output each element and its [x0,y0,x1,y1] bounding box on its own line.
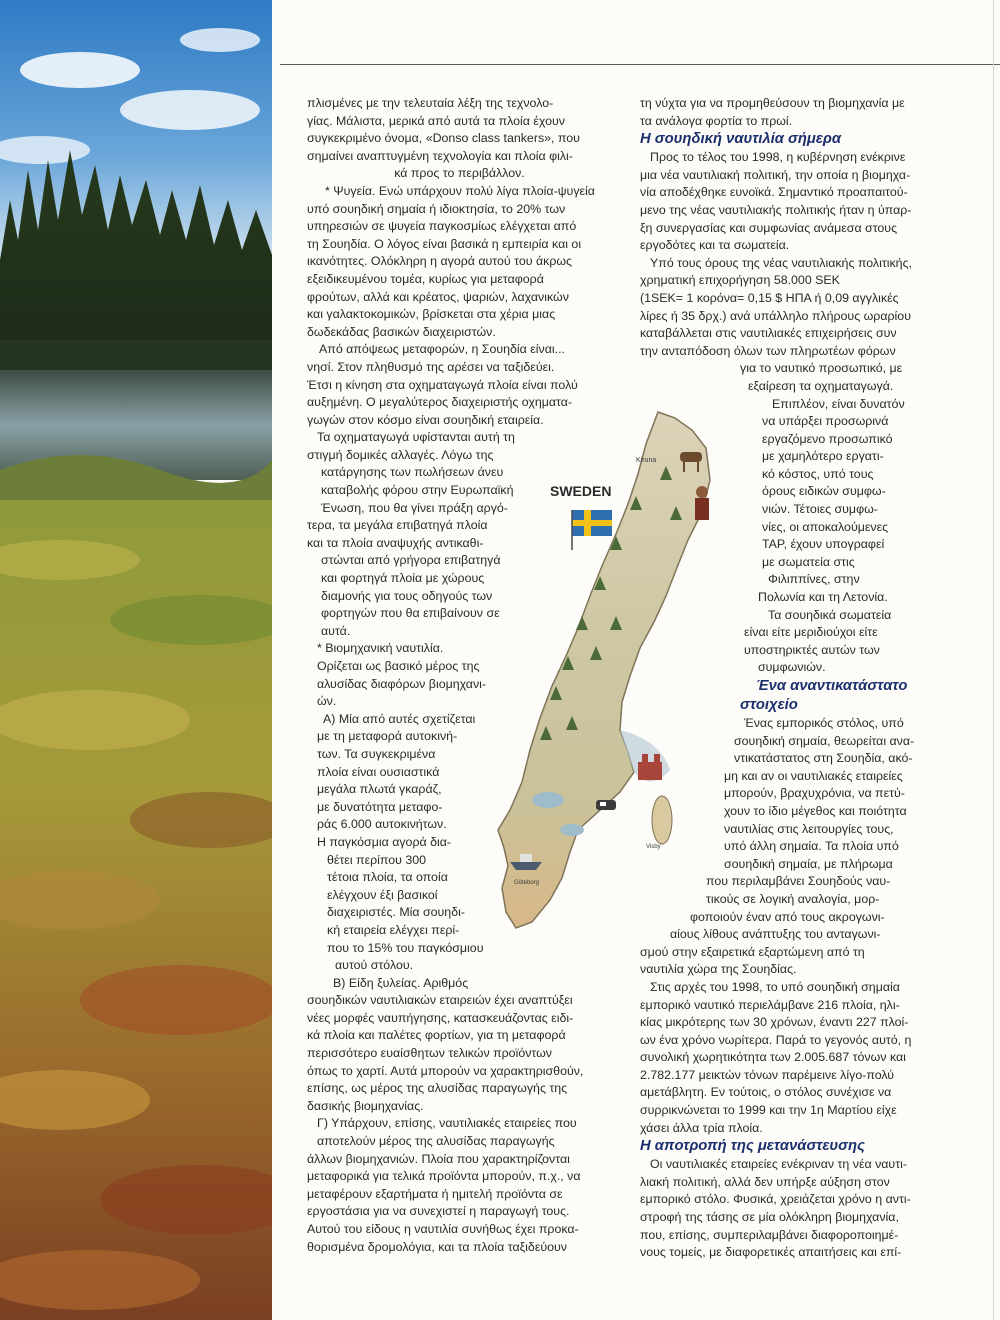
text-line: αποτελούν μέρος της αλυσίδας παραγωγής [317,1134,555,1149]
text-line: όρους ειδικών συμφω- [762,484,886,499]
text-line: * Ψυγεία. Ενώ υπάρχουν πολύ λίγα πλοία-ψυγεία [325,183,595,198]
text-line: γίας. Μάλιστα, μερικά από αυτά τα πλοία έχουν [307,113,565,128]
text-line: Η παγκόσμια αγορά δια- [317,834,452,849]
text-line: ικανότητες. Ολόκληρη η αγορά αυτού του άκρως [307,254,573,269]
text-line: νησί. Στον πληθυσμό της αρέσει να ταξιδεύει. [307,359,555,374]
text-line: συγκεκριμένο όνομα, «Donso class tankers», που [307,131,580,146]
text-line: Ένωση, που θα γίνει πράξη αργό- [321,500,508,515]
text-line: με σωματεία στις [762,554,855,569]
text-line: γωγών στον κόσμο είναι σουηδική εταιρεία. [307,412,544,427]
text-line: μια νέα ναυτιλιακή πολιτική, την οποία η βιομηχα- [640,167,911,182]
header-rule [280,64,1000,65]
text-line: με δυνατότητα μεταφο- [317,799,443,814]
text-line: ελέγχουν έξι βασικοί [327,887,438,902]
text-line: πλοία είναι ουσιαστικά [317,764,440,779]
text-line: φρούτων, αλλά και κρέατος, ψαριών, λαχανικών [307,289,569,304]
text-line: εμπορικό ναυτικό περιελάμβανε 216 πλοία, ηλι- [640,997,900,1012]
text-line: τη νύχτα για να προμηθεύσουν τη βιομηχανία με [640,96,905,110]
text-line: καταβάλλεται στις ναυτιλιακές επιχειρήσεις συν [640,326,897,341]
text-line: εμπορικό στόλο. Φυσικά, χρειάζεται χρόνο η αντι- [640,1192,911,1207]
text-line: διαχειριστές. Μία σουηδι- [327,905,465,920]
text-line: νιών. Τέτοιες συμφω- [762,502,878,517]
text-line: που, επίσης, συμπεριλαμβάνει διαφοροποιημέ- [640,1227,899,1242]
text-line: Γ) Υπάρχουν, επίσης, ναυτιλιακές εταιρείες που [317,1116,577,1131]
text-line: Έτσι η κίνηση στα οχηματαγωγά πλοία είναι πολύ [307,377,578,392]
text-line: τέτοια πλοία, τα οποία [327,870,448,885]
section-heading: Ένα αναντικατάστατο [756,678,908,694]
text-line: την ανταπόδοση όλων των πληρωτέων φόρων [640,343,896,358]
text-line: τερα, τα μεγάλα επιβατηγά πλοία [307,518,488,533]
text-line: τικούς σε λογική αναλογία, μορ- [706,891,880,906]
text-line: TAP, έχουν υπογραφεί [762,537,885,552]
text-line: και φορτηγά πλοία με χώρους [321,571,485,586]
text-line: Στις αρχές του 1998, το υπό σουηδική σημαία [650,979,900,994]
text-line: εργαζόμενο προσωπικό [762,431,893,446]
text-line: διαμονής για τους οδηγούς των [321,588,493,603]
text-line: χουν το ίδιο μέγεθος και ποιότητα [724,803,907,818]
text-line: μη και αν οι ναυτιλιακές εταιρείες [724,768,903,783]
text-line: λίρες ή 35 δρχ.) ανά υπάλληλο πλήρους ωραρίου [640,308,911,323]
text-line: υποστηρικτές αυτών των [744,642,880,657]
text-line: ναυτιλία χώρα της Σουηδίας. [640,962,797,977]
text-line: στώνται από γρήγορα επιβατηγά [321,553,501,568]
text-line: αμετάβλητη. Εν τούτοις, ο στόλος συνέχισε να [640,1085,892,1100]
text-line: μπορούν, βραχυχρόνια, να πετύ- [724,786,905,801]
text-line: ξη συνεργασίας και συμφωνίας ανάμεσα στους [640,220,898,235]
section-heading: Η σουηδική ναυτιλία σήμερα [640,131,842,148]
text-line: εξαίρεση τα οχηματαγωγά. [748,378,894,393]
text-line: μεταφορικά για τελικά προϊόντα μπορούν, π.χ., να [307,1169,581,1184]
text-line: κό κόστος, υπό τους [762,466,874,481]
text-line: για το ναυτικό προσωπικό, με [740,361,903,376]
text-line: και τα πλοία αναψυχής αντικαθι- [307,535,484,550]
text-line: Ορίζεται ως βασικό μέρος της [317,659,480,673]
text-line: ντικατάστατος στη Σουηδία, ακό- [734,751,913,766]
text-line: τη Σουηδία. Ο λόγος είναι βασικά η εμπειρία και οι [307,236,582,251]
text-line: και γαλακτοκομικών, βρίσκεται στα χέρια μιας [307,307,556,322]
text-line: ράς 6.000 αυτοκινήτων. [317,817,447,832]
text-line: Επιπλέον, είναι δυνατόν [772,396,905,411]
text-line: Τα σουηδικά σωματεία [768,607,892,622]
text-line: φορτηγών που θα επιβαίνουν σε [321,606,500,621]
page-edge [993,0,994,1320]
text-line: νους τομείς, με διαφορετικές απαιτήσεις και επί- [640,1245,902,1260]
text-line: Οι ναυτιλιακές εταιρείες ενέκριναν τη νέα ναυτι- [650,1157,907,1172]
text-line: Προς το τέλος του 1998, η κυβέρνηση ενέκρινε [650,150,906,165]
text-line: Β) Είδη ξυλείας. Αριθμός [333,975,469,990]
text-line: συμφωνιών. [758,660,826,675]
section-heading: Η αποτροπή της μετανάστευσης [640,1138,865,1155]
text-line: Φιλιππίνες, στην [768,572,860,587]
text-line: Ένας εμπορικός στόλος, υπό [744,716,904,730]
text-line: είναι είτε μεριδιούχοι είτε [744,625,878,640]
text-line: Από απόψεως μεταφορών, η Σουηδία είναι... [319,342,565,357]
text-line: με χαμηλότερο εργατι- [762,449,884,464]
text-line: να υπάρξει προσωρινά [762,414,889,429]
text-line: που το 15% του παγκόσμιου [327,940,484,955]
text-line: υπό σουηδική σημαία ή ιδιοκτησία, το 20% των [307,201,566,216]
text-line: υπηρεσιών σε ψυγεία παγκοσμίως ελέγχεται από [307,219,577,234]
text-line: εξειδικευμένου τομέα, κυρίως για μεταφορά [307,271,544,286]
text-line: σημαίνει αναπτυγμένη τεχνολογία και πλοία φιλι- [307,148,573,163]
text-line: επίσης, ως μέρος της αλυσίδας παραγωγής της [307,1081,568,1096]
text-line: καταβολής φόρου στην Ευρωπαϊκή [321,483,514,498]
text-line: δασικής βιομηχανίας. [307,1098,424,1113]
text-line: φοποιούν έναν από τους ακρογωνι- [690,909,885,924]
text-line: χρηματική επιχορήγηση 58.000 SEK [640,273,840,288]
text-line: αυτού στόλου. [335,958,414,973]
text-line: θορισμένα δρομολόγια, και τα πλοία ταξιδεύουν [307,1239,567,1254]
text-line: σουηδικών ναυτιλιακών εταιρειών έχει αναπτύξει [307,993,573,1008]
text-line: μεταφέρουν εξαρτήματα ή ημιτελή προϊόντα σε [307,1186,563,1201]
city-label: Visby [646,844,661,850]
text-line: (1SEK= 1 κορόνα= 0,15 $ ΗΠΑ ή 0,09 αγγλικές [640,290,899,305]
text-line: σμού στην εξαιρετικά εξαρτώμενη από τη [640,944,865,959]
text-line: χάσει άλλα τρία πλοία. [640,1120,763,1135]
text-line: Αυτού του είδους η ναυτιλία συνήθως έχει προκα- [307,1222,579,1236]
text-line: όπως το χαρτί. Αυτά μπορούν να χαρακτηρισθούν, [307,1063,584,1078]
person-figure-icon [695,486,709,520]
cow-icon [596,800,616,810]
text-line: * Βιομηχανική ναυτιλία. [317,641,444,656]
text-line: μενο της νέας ναυτιλιακής πολιτικής ήταν η ύπαρ- [640,202,912,217]
text-line: στιγμή δομικές αλλαγές. Λόγω της [307,447,494,462]
text-line: ναυτιλίας στις λειτουργίες τους, [724,821,894,836]
text-line: κά προς το περιβάλλον. [394,166,525,181]
text-line: αυξημένη. Ο μεγαλύτερος διαχειριστής οχηματα- [307,395,573,410]
text-line: κατάργησης των πωλήσεων άνευ [321,465,504,480]
text-line: ων ένα χρόνο νωρίτερα. Παρά το γεγονός αυτό, η [640,1032,912,1047]
text-line: νέες μορφές ναυπήγησης, κατασκευάζοντας ειδι- [307,1010,574,1025]
text-line: στροφή της τάσης σε μία ολόκληρη βιομηχανία, [640,1210,899,1225]
text-line: Πολωνία και τη Λετονία. [758,590,888,605]
text-line: Τα οχηματαγωγά υφίστανται αυτή τη [317,430,515,445]
text-line: υπό άλλη σημαία. Τα πλοία υπό [724,839,899,854]
swedish-flag-icon [572,510,612,550]
city-label: Göteborg [514,880,540,886]
text-line: σουηδική σημαία, με πλήρωμα [724,856,893,871]
gotland-island [652,796,672,844]
text-line: αίους λίθους ανάπτυξης του ανταγωνι- [670,927,881,942]
text-line: αλυσίδας διαφόρων βιομηχανι- [317,676,487,691]
text-line: μεγάλα πλωτά γκαράζ, [317,782,442,797]
lake [560,824,584,836]
city-label: Kiruna [636,457,657,464]
text-line: νία αποδέχθηκε ευνοϊκά. Σημαντικό προαπαιτού- [640,185,908,200]
text-line: νίες, οι αποκαλούμενες [762,519,889,534]
text-line: αυτά. [321,623,351,638]
text-line: εργοδότες και τα σωματεία. [640,238,790,253]
text-line: συνολική χωρητικότητα των 2.005.687 τόνων και [640,1050,906,1065]
text-line: Υπό τους όρους της νέας ναυτιλιακής πολιτικής, [650,255,912,270]
text-line: κίας μικρότερης των 30 χρόνων, έναντι 227 πλοί- [640,1015,909,1030]
text-line: συρρικνώνεται το 1999 και την 1η Μαρτίου είχε [640,1103,897,1118]
text-line: θέτει περίπου 300 [327,852,427,867]
text-line: ών. [317,694,337,709]
text-line: σουηδική σημαία, θεωρείται ανα- [734,733,915,748]
text-line: κά πλοία και παλέτες φορτίων, για τη μεταφορά [307,1028,566,1043]
text-line: εργοστάσια για να συνεχιστεί η παραγωγή τους. [307,1204,570,1219]
section-heading: στοιχείο [740,697,798,713]
text-line: με τη μεταφορά αυτοκινή- [317,729,458,744]
text-line: των. Τα συγκεκριμένα [317,746,436,761]
sweden-map [470,400,720,935]
text-line: πλισμένες με την τελευταία λέξη της τεχνολο- [307,96,554,110]
map-title: SWEDEN [550,483,612,499]
text-line: λιακή πολιτική, αλλά δεν υπήρξε αύξηση στον [640,1174,890,1189]
lake [532,792,564,808]
text-line: 2.782.177 μεικτών τόνων παρέμεινε λίγο-πολύ [640,1067,895,1082]
text-line: κή εταιρεία ελέγχει περί- [327,922,460,937]
text-line: περισσότερο ευαίσθητων τελικών προϊόντων [307,1046,552,1061]
text-line: άλλων βιομηχανιών. Πλοία που χαρακτηρίζονται [307,1151,570,1166]
text-line: δωδεκάδας βασικών διαχειριστών. [307,324,496,339]
text-line: Α) Μία από αυτές σχετίζεται [323,711,476,726]
text-line: που περιλαμβάνει Σουηδούς ναυ- [706,874,891,889]
landscape-photo [0,0,272,1320]
text-line: τα ανάλογα φορτία το πρωί. [640,113,793,128]
